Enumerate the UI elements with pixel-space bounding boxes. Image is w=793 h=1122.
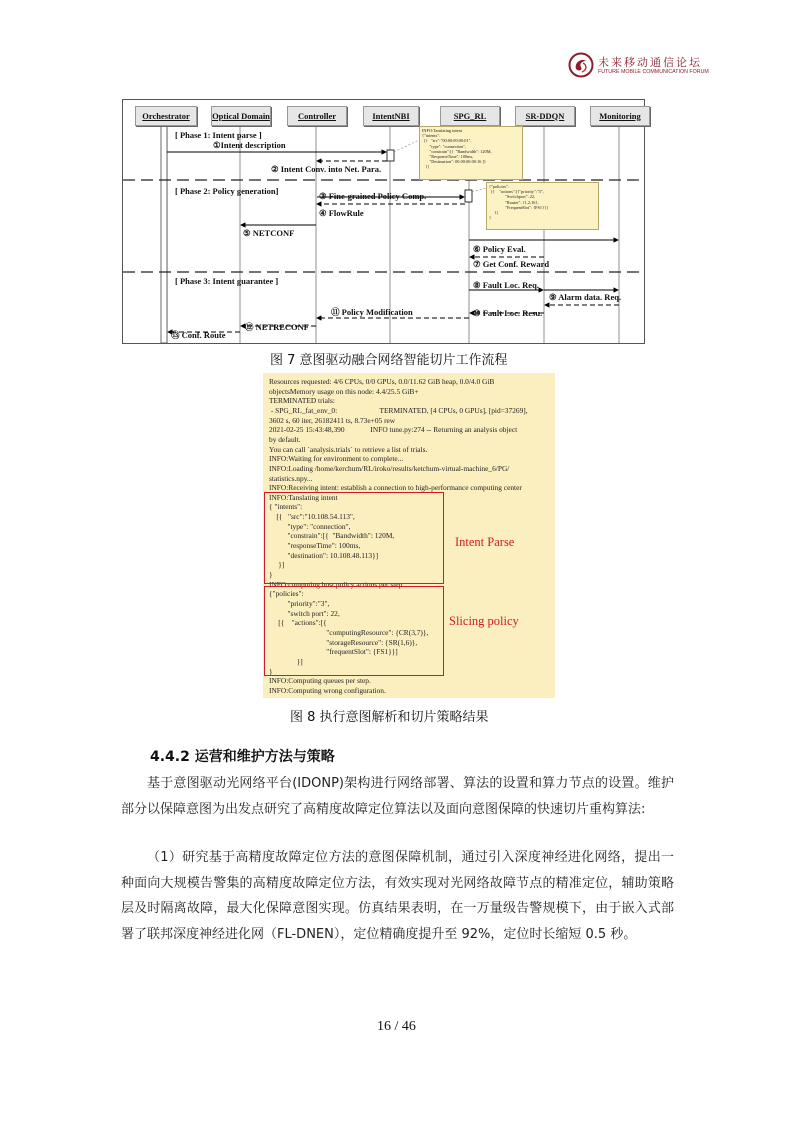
slicing-policy-label: Slicing policy (449, 614, 519, 628)
paragraph-1: 基于意图驱动光网络平台(IDONP)架构进行网络部署、算法的设置和算力节点的设置。维护部分以保障意图为出发点研究了高精度故障定位算法以及面向意图保障的快速切片重构算法: (121, 776, 674, 817)
message-9: ⑨ Alarm data. Req. (549, 292, 622, 302)
log-line: by default. (269, 434, 301, 444)
log-line: INFO:Waiting for environment to complete... (269, 454, 404, 464)
message-6: ⑥ Policy Eval. (473, 244, 526, 254)
log-line: [{ "actions":[{ (269, 618, 327, 628)
participant-controller: Controller (287, 106, 347, 126)
message-1: ①Intent description (213, 140, 286, 150)
log-line: You can call `analysis.trials` to retrieve a list of trials. (269, 444, 428, 454)
message-11: ⑪ Policy Modification (331, 307, 413, 317)
log-line: INFO:Computing wrong configuration. (269, 685, 386, 695)
policy-note: {"policies": [{ "actions":[{"priority":"3", "Switchport": 22, "Router": {1,2,16}, "FrequentSlot": {FS1}}] }] } (486, 182, 599, 230)
log-line: [{ "src":"10.108.54.113", (269, 512, 355, 522)
slicing-policy-highlight (264, 586, 444, 676)
log-line: 2021-02-25 15:43:48,390 INFO tune.py:274 -- Returning an analysis object (269, 425, 518, 435)
log-line: } (269, 666, 273, 676)
log-line: "responseTime": 100ms, (269, 541, 361, 551)
log-line: INFO:Tanslating intent (269, 492, 338, 502)
log-line: "type": "connection", (269, 521, 351, 531)
forum-logo (568, 50, 708, 84)
log-line: statistics.npy... (269, 473, 313, 483)
phase-3-label: [ Phase 3: Intent guarantee ] (175, 276, 279, 286)
page-number: 16 / 46 (377, 1019, 416, 1034)
message-5: ⑤ NETCONF (243, 228, 295, 238)
figure-7-sequence-diagram (122, 99, 645, 344)
log-line: - SPG_RL_fat_env_0: TERMINATED, [4 CPUs, 0 GPUs], [pid=37269], (269, 405, 528, 415)
participant-monitoring: Monitoring (590, 106, 650, 126)
log-line: "priority":"3", (269, 598, 330, 608)
participant-optical-domain: Optical Domain (211, 106, 271, 126)
log-line: 3602 s, 60 iter, 26182411 ts, 8.73e+05 rew (269, 415, 396, 425)
log-line: {"policies": (269, 589, 304, 599)
figure-7-caption: 图 7 意图驱动融合网络智能切片工作流程 (270, 353, 508, 368)
intent-parse-highlight (264, 492, 444, 584)
log-line: TERMINATED trials: (269, 396, 335, 406)
participant-intentnbi: IntentNBI (363, 106, 419, 126)
log-line: INFO:Computing queues per step. (269, 676, 371, 686)
log-line: INFO:Receiving intent: establish a connection to high-performance computing center (269, 483, 522, 493)
paragraph-2: （1）研究基于高精度故障定位方法的意图保障机制，通过引入深度神经进化网络，提出一种面向大规模告警集的高精度故障定位方法，有效实现对光网络故障节点的精准定位，辅助策略层及时隔离故障，最大化保障意图实现。仿真结果表明，在一万量级告警规模下，由于嵌入式部署了联邦深度神经进化网（FL-DNEN），定位精确度提升至 92%，定位时长缩短 0.5 秒。 (121, 850, 674, 942)
log-line: }] (269, 656, 303, 666)
participant-spg-rl: SPG_RL (440, 106, 500, 126)
log-line: "destination": 10.108.48.113}] (269, 550, 379, 560)
logo-chinese-name: 未来移动通信论坛 (598, 56, 702, 69)
phase-1-label: [ Phase 1: Intent parse ] (175, 130, 262, 140)
logo-english-name: FUTURE MOBILE COMMUNICATION FORUM (598, 69, 709, 75)
intent-note: INFO:Tanslating intent {"intents": [{ "src":"00:00:00:00:01", "type": "connection", "constrain":[{ "Bandwidth": 120M, "ResponseTime": 100ms, "Destination": 00:00:00:00:16 ]} }] (419, 126, 523, 180)
figure-8-caption: 图 8 执行意图解析和切片策略结果 (290, 710, 489, 725)
log-line: INFO:computing host policy actions per step (269, 579, 403, 589)
message-3: ③ Fine-grained Policy Comp. (319, 191, 427, 201)
log-line: }] (269, 560, 285, 570)
figure-8-log-output (263, 373, 555, 698)
log-line: "computingResource": {CR(3,7)}, (269, 627, 429, 637)
message-2: ② Intent Conv. into Net. Para. (271, 164, 382, 174)
message-13: ⑬ Conf. Route (171, 330, 226, 340)
log-line: objectsMemory usage on this node: 4.4/25.5 GiB+ (269, 386, 419, 396)
message-4: ④ FlowRule (319, 208, 364, 218)
phase-2-label: [ Phase 2: Policy generation] (175, 186, 279, 196)
section-title: 4.4.2 运营和维护方法与策略 (150, 749, 335, 765)
log-line: } (269, 570, 273, 579)
message-10: ⑩ Fault Loc. Resu. (473, 308, 543, 318)
log-line: "frequentSlot": {FS1}}] (269, 647, 398, 657)
log-line: { "intents": (269, 502, 303, 512)
message-12: ⑫ NETRECONF (245, 322, 309, 332)
log-line: "switch port": 22, (269, 608, 340, 618)
intent-parse-label: Intent Parse (455, 535, 515, 549)
log-line: "storageResource": {SR(1,6)}, (269, 637, 418, 647)
log-line: "constrain":[{ "Bandwidth": 120M, (269, 531, 395, 541)
forum-logo-icon (568, 52, 594, 78)
message-7: ⑦ Get Conf. Reward (473, 259, 550, 269)
log-line: INFO:Loading /home/kerchum/RL/iroko/results/ketchum-virtual-machine_6/PG/ (269, 463, 510, 473)
message-8: ⑧ Fault Loc. Req. (473, 280, 539, 290)
participant-orchestrator: Orchestrator (135, 106, 197, 126)
participant-sr-ddqn: SR-DDQN (515, 106, 575, 126)
log-line: Resources requested: 4/6 CPUs, 0/0 GPUs, 0.0/11.62 GiB heap, 0.0/4.0 GiB (269, 377, 495, 386)
